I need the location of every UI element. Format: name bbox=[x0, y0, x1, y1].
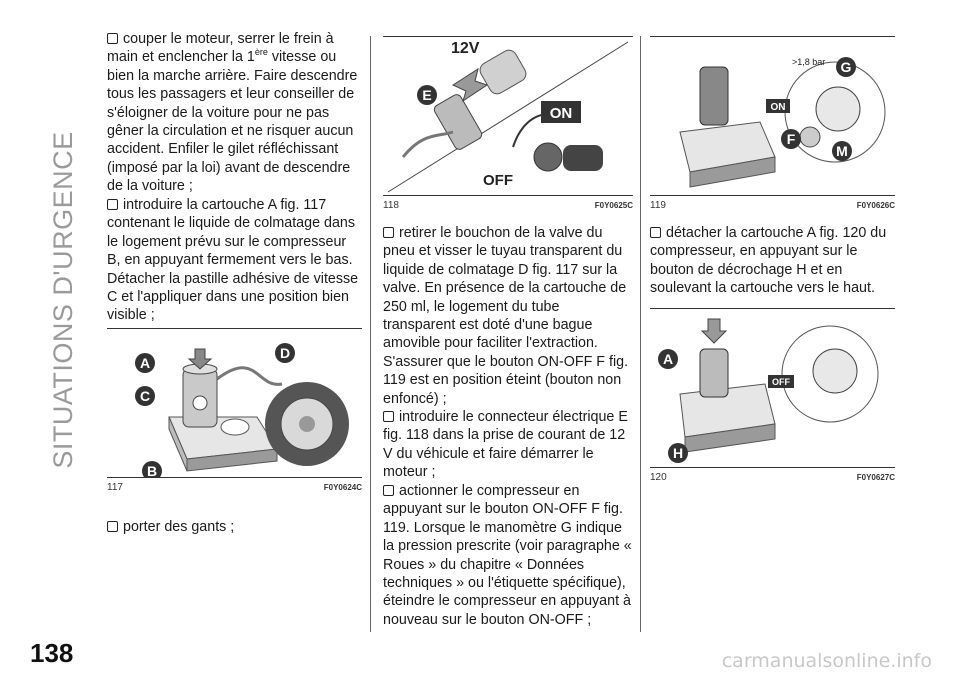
figure-number: 120 bbox=[650, 472, 667, 483]
label-c: C bbox=[139, 388, 151, 404]
label-d: D bbox=[279, 345, 291, 361]
label-on: ON bbox=[770, 102, 786, 113]
label-bar: >1,8 bar bbox=[792, 57, 826, 67]
instruction-connector: introduire le connecteur électrique E fig. 118 dans la prise de courant de 12 V du véhicule et faire démarrer le moteur ; bbox=[383, 409, 628, 481]
label-off: OFF bbox=[483, 172, 513, 189]
figure-120 bbox=[650, 308, 895, 483]
label-off: OFF bbox=[772, 377, 790, 387]
figure-117 bbox=[107, 328, 362, 493]
label-g: G bbox=[840, 59, 852, 75]
instruction-detach-cartridge: détacher la cartouche A fig. 120 du compresseur, en appuyant sur le bouton de décrochage H et en soulevant la cartouche vers le haut. bbox=[650, 225, 887, 297]
bullet-icon bbox=[383, 227, 394, 238]
bullet-icon bbox=[383, 485, 394, 496]
figure-code: F0Y0627C bbox=[856, 473, 895, 482]
instruction-stop-engine: couper le moteur, serrer le frein à main et enclencher la 1ère vitesse ou bien la marche arrière. Faire descendre tous les passagers et leur conseiller de s'éloigner de la voiture pour ne pas gêner la circulation et ne risquer aucun accident. Enfiler le gilet réfléchissant (imposé par la loi) avant de descendre de la voiture ; bbox=[107, 31, 358, 195]
label-h: H bbox=[672, 445, 684, 461]
figure-120-illustration bbox=[650, 309, 895, 467]
label-e: E bbox=[422, 87, 432, 103]
bullet-icon bbox=[107, 199, 118, 210]
figure-number: 117 bbox=[107, 482, 123, 493]
instruction-valve: retirer le bouchon de la valve du pneu et visser le tuyau transparent du liquide de colmatage D fig. 117 sur la valve. En présence de la cartouche de 250 ml, le logement du tube transparent est doté d'une bague amovible pour faciliter l'extraction. S'assurer que le bouton ON-OFF F fig. 119 est en position éteint (bouton non enfoncé) ; bbox=[383, 225, 629, 407]
figure-code: F0Y0624C bbox=[323, 483, 362, 492]
bullet-icon bbox=[383, 411, 394, 422]
label-on: ON bbox=[549, 105, 573, 122]
instruction-gloves: porter des gants ; bbox=[107, 518, 357, 536]
section-title: SITUATIONS D'URGENCE bbox=[48, 131, 78, 469]
instruction-compressor: actionner le compresseur en appuyant sur le bouton ON-OFF F fig. 119. Lorsque le manomètre G indique la pression prescrite (voir paragraphe « Roues » du chapitre « Données techniques » ou l'étiquette spécifique), éteindre le compresseur en appuyant à nouveau sur le bouton ON-OFF ; bbox=[383, 483, 632, 628]
bullet-icon bbox=[107, 33, 118, 44]
label-12v: 12V bbox=[451, 40, 480, 57]
label-a: A bbox=[139, 355, 151, 371]
label-a: A bbox=[662, 351, 674, 367]
label-m: M bbox=[836, 143, 848, 159]
figure-119-illustration bbox=[650, 37, 895, 195]
figure-code: F0Y0626C bbox=[856, 201, 895, 210]
instruction-insert-cartridge: introduire la cartouche A fig. 117 contenant le liquide de colmatage dans le logement prévu sur le compresseur B, en appuyant fermement vers le bas. Détacher la pastille adhésive de vitesse C et l'appliquer dans une position bien visible ; bbox=[107, 197, 359, 324]
column-divider-2 bbox=[640, 36, 641, 632]
page-number: 138 bbox=[30, 638, 74, 668]
column-divider-1 bbox=[370, 36, 371, 632]
figure-118-illustration bbox=[383, 37, 633, 195]
figure-119 bbox=[650, 36, 895, 211]
label-b: B bbox=[146, 463, 158, 477]
watermark: carmanualsonline.info bbox=[721, 650, 932, 672]
bullet-icon bbox=[650, 227, 661, 238]
label-f: F bbox=[786, 131, 796, 147]
figure-number: 118 bbox=[383, 200, 399, 211]
figure-number: 119 bbox=[650, 200, 666, 211]
figure-code: F0Y0625C bbox=[594, 201, 633, 210]
figure-118 bbox=[383, 36, 633, 211]
figure-117-illustration bbox=[107, 329, 362, 477]
bullet-icon bbox=[107, 521, 118, 532]
